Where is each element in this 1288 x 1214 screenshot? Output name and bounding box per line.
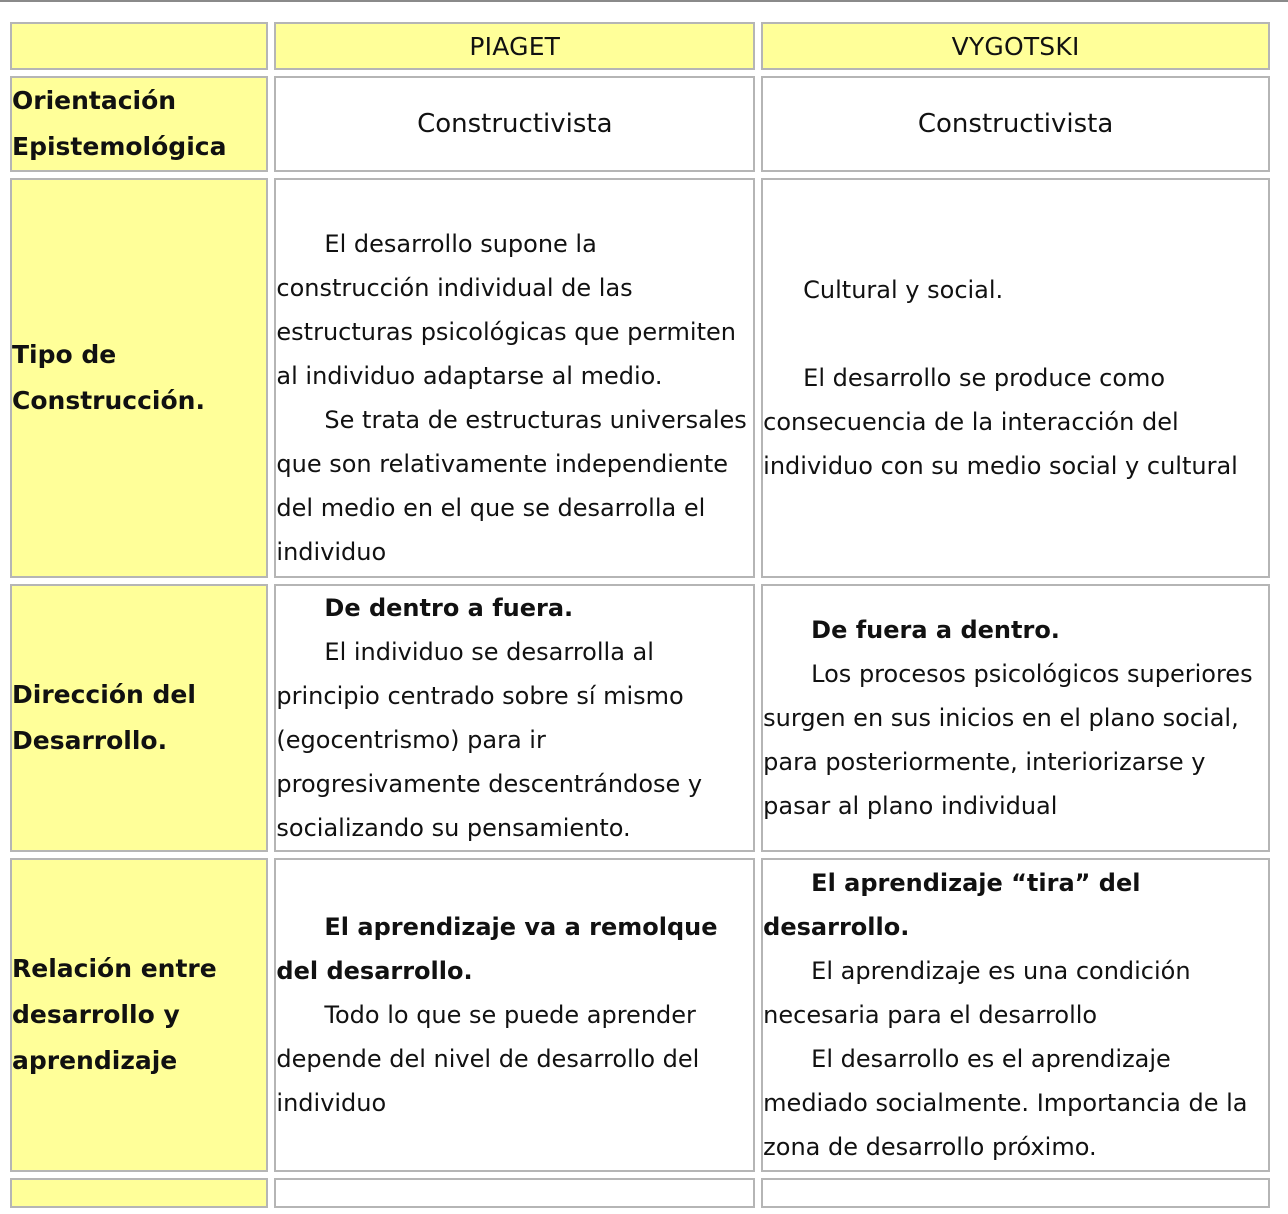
partial-row-piaget	[274, 1178, 755, 1208]
table-row	[10, 858, 1270, 1172]
header-row	[10, 22, 1270, 70]
vygotski-tipo	[761, 178, 1270, 578]
piaget-orientacion: Constructivista	[274, 76, 755, 172]
row-label-direccion: Dirección del Desarrollo.	[10, 584, 268, 852]
partial-row-vygotski	[761, 1178, 1270, 1208]
piaget-tipo-p2: Se trata de estructuras universales que son relativamente independiente del medio en el que se desarrolla el individuo	[276, 406, 747, 566]
table-row-partial	[10, 1178, 1270, 1208]
piaget-direccion	[274, 584, 755, 852]
header-empty	[10, 22, 268, 70]
row-label-relacion: Relación entre desarrollo y aprendizaje	[10, 858, 268, 1172]
vygotski-direccion-p1: Los procesos psicológicos superiores surgen en sus inicios en el plano social, para posteriormente, interiorizarse y pasar al plano individual	[763, 660, 1253, 820]
header-piaget: PIAGET	[274, 22, 755, 70]
piaget-tipo	[274, 178, 755, 578]
piaget-direccion-p1: El individuo se desarrolla al principio centrado sobre sí mismo (egocentrismo) para ir progresivamente descentrándose y socializando su pensamiento.	[276, 638, 703, 842]
vygotski-relacion-p1: El aprendizaje es una condición necesaria para el desarrollo	[763, 957, 1191, 1029]
vygotski-relacion-bold: El aprendizaje “tira” del desarrollo.	[763, 869, 1141, 941]
piaget-tipo-p1: El desarrollo supone la construcción individual de las estructuras psicológicas que permiten al individuo adaptarse al medio.	[276, 230, 736, 390]
top-rule	[0, 0, 1288, 10]
row-label-tipo: Tipo de Construcción.	[10, 178, 268, 578]
partial-row-label	[10, 1178, 268, 1208]
table-row	[10, 584, 1270, 852]
vygotski-direccion	[761, 584, 1270, 852]
piaget-relacion	[274, 858, 755, 1172]
comparison-table	[4, 16, 1276, 1214]
header-vygotski: VYGOTSKI	[761, 22, 1270, 70]
vygotski-tipo-p2: El desarrollo se produce como consecuencia de la interacción del individuo con su medio social y cultural	[763, 364, 1238, 480]
vygotski-orientacion: Constructivista	[761, 76, 1270, 172]
piaget-relacion-bold: El aprendizaje va a remolque del desarrollo.	[276, 913, 718, 985]
vygotski-tipo-p1: Cultural y social.	[803, 276, 1004, 304]
vygotski-direccion-bold: De fuera a dentro.	[811, 616, 1060, 644]
vygotski-relacion	[761, 858, 1270, 1172]
piaget-relacion-p1: Todo lo que se puede aprender depende del nivel de desarrollo del individuo	[276, 1001, 700, 1117]
piaget-direccion-bold: De dentro a fuera.	[324, 594, 574, 622]
table-row	[10, 76, 1270, 172]
vygotski-relacion-p2: El desarrollo es el aprendizaje mediado socialmente. Importancia de la zona de desarrollo próximo.	[763, 1045, 1248, 1161]
paragraph-gap	[763, 312, 1268, 356]
row-label-orientacion: Orientación Epistemológica	[10, 76, 268, 172]
table-row	[10, 178, 1270, 578]
